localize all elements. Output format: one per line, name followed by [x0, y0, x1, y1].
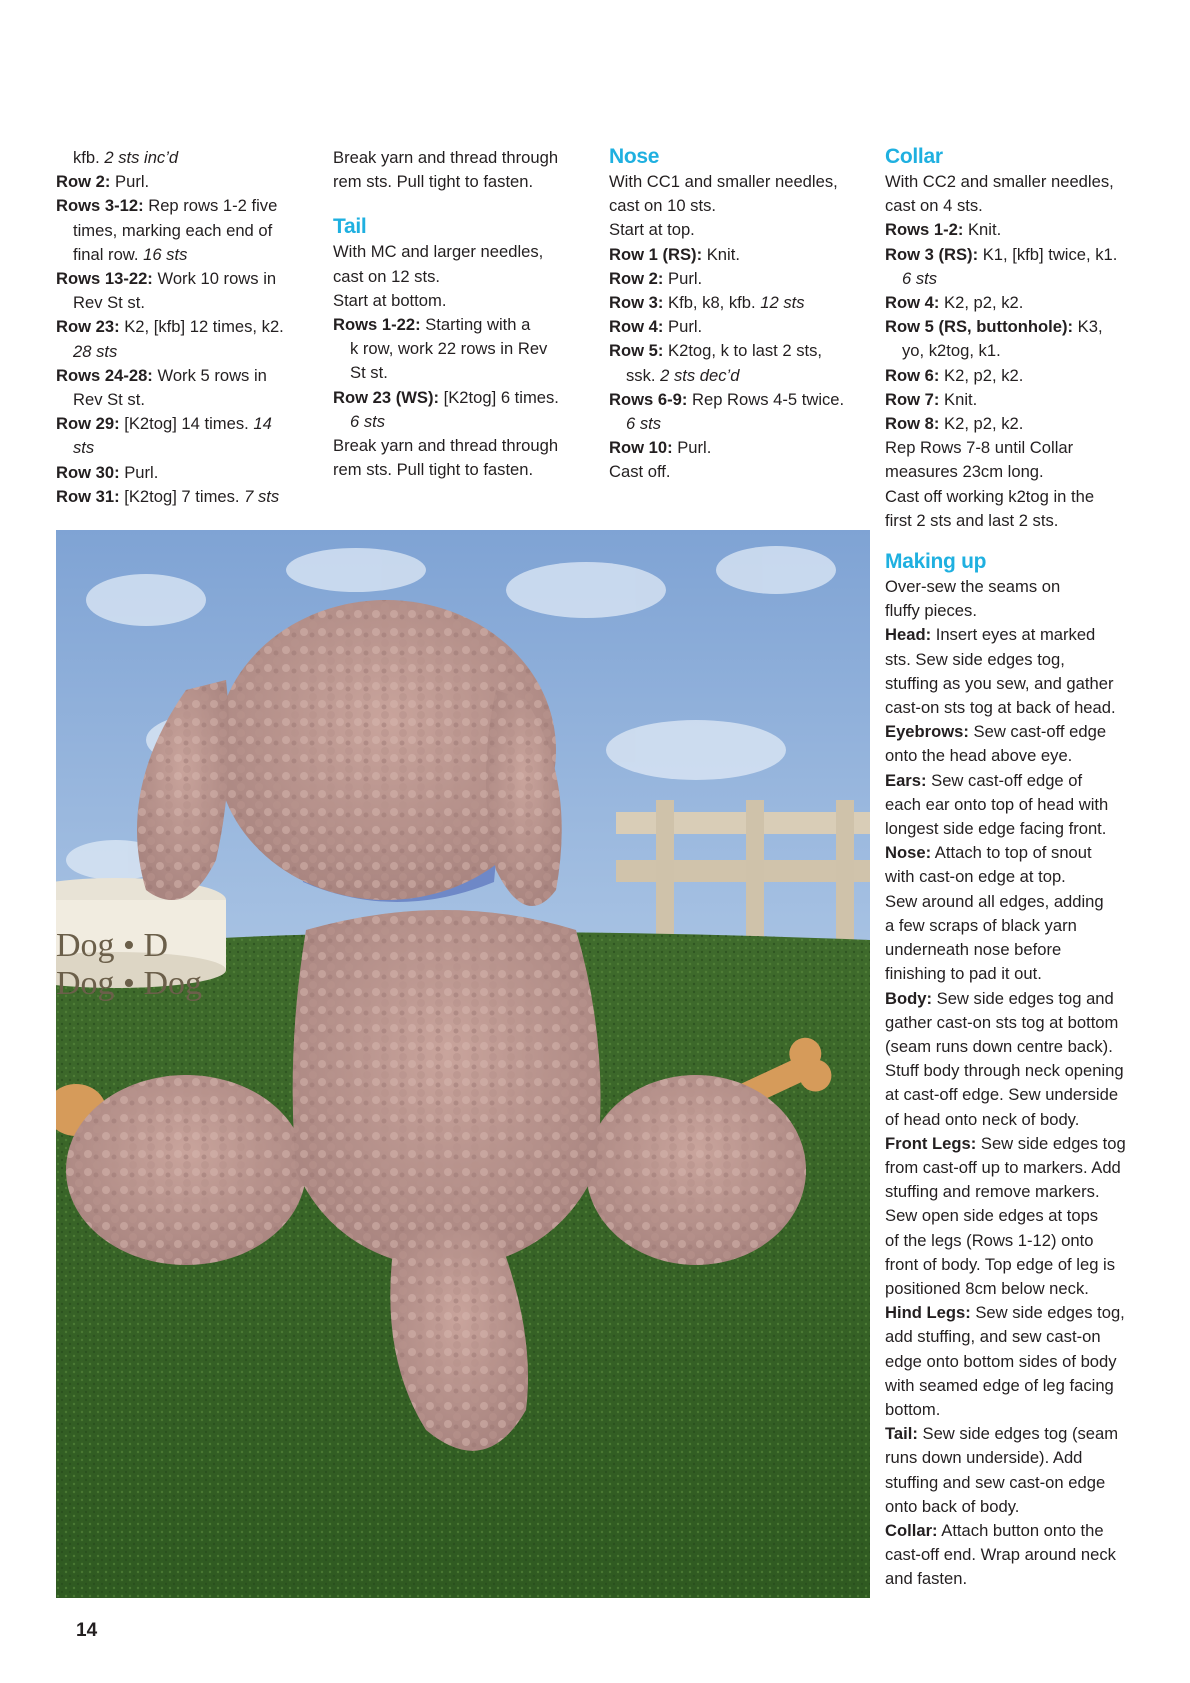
making-up-nose: Nose: Attach to top of snout — [885, 843, 1092, 863]
column-1 — [56, 146, 318, 509]
instruction-rows-6-9: Rows 6-9: Rep Rows 4-5 twice. — [609, 389, 845, 409]
instruction-line: yo, k2tog, k1. — [902, 341, 1001, 361]
instruction-line: times, marking each end of — [73, 220, 273, 240]
instruction-row-5: Row 5 (RS, buttonhole): K3, — [885, 317, 1103, 337]
making-up-heading: Making up — [885, 550, 987, 574]
instruction-line: final row. 16 sts — [73, 244, 188, 264]
instruction-rows-13-22: Rows 13-22: Work 10 rows in — [56, 269, 277, 289]
instruction-line: each ear onto top of head with — [885, 794, 1109, 814]
instruction-line: Rep Rows 7-8 until Collar — [885, 438, 1074, 458]
making-up-head: Head: Insert eyes at marked — [885, 625, 1096, 645]
instruction-row-3: Row 3: Kfb, k8, kfb. 12 sts — [609, 293, 805, 313]
instruction-line: measures 23cm long. — [885, 462, 1044, 482]
column-4 — [885, 146, 1147, 1592]
instruction-line: rem sts. Pull tight to fasten. — [333, 460, 534, 480]
instruction-row-7: Row 7: Knit. — [885, 389, 978, 409]
instruction-line: 28 sts — [73, 341, 118, 361]
instruction-rows-1-2: Rows 1-2: Knit. — [885, 220, 1002, 240]
instruction-rows-3-12: Rows 3-12: Rep rows 1-2 five — [56, 196, 278, 216]
making-up-body: Body: Sew side edges tog and — [885, 988, 1114, 1008]
instruction-line: onto back of body. — [885, 1496, 1020, 1516]
instruction-line: Break yarn and thread through — [333, 148, 559, 167]
instruction-line: With CC2 and smaller needles, — [885, 172, 1114, 191]
instruction-row-1: Row 1 (RS): Knit. — [609, 244, 740, 264]
column-3 — [609, 146, 871, 485]
instruction-line: bottom. — [885, 1399, 941, 1419]
instruction-row-2: Row 2: Purl. — [56, 172, 150, 192]
instruction-row-30: Row 30: Purl. — [56, 462, 159, 482]
instruction-line: front of body. Top edge of leg is — [885, 1254, 1116, 1274]
making-up-collar: Collar: Attach button onto the — [885, 1520, 1104, 1540]
instruction-line: cast-on sts tog at back of head. — [885, 698, 1116, 718]
instruction-line: Cast off. — [609, 462, 671, 482]
bowl-text: Dog • D — [56, 927, 169, 964]
instruction-line: Rev St st. — [73, 390, 145, 410]
instruction-line: ssk. 2 sts dec’d — [626, 365, 740, 385]
instruction-line: from cast-off up to markers. Add — [885, 1157, 1121, 1177]
instruction-row-23: Row 23 (WS): [K2tog] 6 times. — [333, 387, 559, 407]
instruction-row-2: Row 2: Purl. — [609, 268, 703, 288]
instruction-line: with cast-on edge at top. — [885, 867, 1066, 887]
instruction-line: 6 sts — [902, 268, 938, 288]
instruction-line: sts. Sew side edges tog, — [885, 649, 1065, 669]
dog-bowl — [56, 878, 226, 1002]
instruction-row-10: Row 10: Purl. — [609, 438, 712, 458]
instruction-line: With CC1 and smaller needles, — [609, 172, 838, 191]
instruction-line: rem sts. Pull tight to fasten. — [333, 172, 534, 192]
making-up-tail: Tail: Sew side edges tog (seam — [885, 1424, 1119, 1444]
instruction-row-29: Row 29: [K2tog] 14 times. 14 — [56, 414, 272, 434]
instruction-line: cast on 12 sts. — [333, 266, 440, 286]
instruction-line: Sew around all edges, adding — [885, 891, 1104, 911]
instruction-line: onto the head above eye. — [885, 746, 1073, 766]
knitted-dog-photo — [56, 530, 870, 1598]
instruction-line: Over-sew the seams on — [885, 577, 1061, 597]
instruction-row-31: Row 31: [K2tog] 7 times. 7 sts — [56, 486, 280, 506]
instruction-line: Break yarn and thread through — [333, 436, 559, 456]
instruction-line: of head onto neck of body. — [885, 1109, 1080, 1129]
instruction-line: gather cast-on sts tog at bottom — [885, 1012, 1119, 1032]
making-up-ears: Ears: Sew cast-off edge of — [885, 770, 1083, 790]
instruction-line: and fasten. — [885, 1569, 968, 1589]
instruction-line: Rev St st. — [73, 293, 145, 313]
instruction-line: stuffing as you sew, and gather — [885, 673, 1114, 693]
instruction-line: a few scraps of black yarn — [885, 915, 1077, 935]
instruction-line: sts — [73, 438, 95, 458]
instruction-line: cast on 10 sts. — [609, 196, 716, 216]
making-up-eyebrows: Eyebrows: Sew cast-off edge — [885, 722, 1107, 742]
instruction-line: St st. — [350, 363, 388, 383]
instruction-line: 6 sts — [350, 411, 386, 431]
tail-heading: Tail — [333, 215, 367, 239]
instruction-row-4: Row 4: Purl. — [609, 317, 703, 337]
instruction-line: of the legs (Rows 1-12) onto — [885, 1230, 1094, 1250]
instruction-row-6: Row 6: K2, p2, k2. — [885, 365, 1024, 385]
instruction-rows-24-28: Rows 24-28: Work 5 rows in — [56, 365, 267, 385]
instruction-line: cast on 4 sts. — [885, 196, 983, 216]
instruction-line: Start at top. — [609, 220, 695, 240]
instruction-line: finishing to pad it out. — [885, 964, 1042, 984]
instruction-line: add stuffing, and sew cast-on — [885, 1327, 1101, 1347]
instruction-line: Start at bottom. — [333, 290, 447, 310]
instruction-line: 6 sts — [626, 414, 662, 434]
instruction-row-4: Row 4: K2, p2, k2. — [885, 293, 1024, 313]
instruction-line: positioned 8cm below neck. — [885, 1278, 1089, 1298]
instruction-line: Stuff body through neck opening — [885, 1061, 1124, 1081]
instruction-line: runs down underside). Add — [885, 1448, 1083, 1468]
column-2 — [333, 146, 595, 482]
instruction-line: With MC and larger needles, — [333, 242, 544, 262]
nose-heading: Nose — [609, 145, 660, 168]
instruction-line: fluffy pieces. — [885, 601, 977, 621]
instruction-line: underneath nose before — [885, 940, 1062, 960]
making-up-hind-legs: Hind Legs: Sew side edges tog, — [885, 1303, 1125, 1323]
instruction-line: edge onto bottom sides of body — [885, 1351, 1117, 1371]
instruction-line: longest side edge facing front. — [885, 819, 1107, 839]
instruction-line: (seam runs down centre back). — [885, 1036, 1113, 1056]
instruction-line: at cast-off edge. Sew underside — [885, 1085, 1119, 1105]
instruction-line: stuffing and remove markers. — [885, 1182, 1100, 1202]
instruction-row-5: Row 5: K2tog, k to last 2 sts, — [609, 341, 823, 361]
instruction-rows-1-22: Rows 1-22: Starting with a — [333, 315, 531, 335]
page-number: 14 — [76, 1620, 98, 1641]
instruction-line: stuffing and sew cast-on edge — [885, 1472, 1106, 1492]
instruction-line: with seamed edge of leg facing — [885, 1375, 1114, 1395]
making-up-front-legs: Front Legs: Sew side edges tog — [885, 1133, 1126, 1153]
instruction-line: Cast off working k2tog in the — [885, 486, 1095, 506]
instruction-line: k row, work 22 rows in Rev — [350, 339, 548, 359]
bowl-text: Dog • Dog — [56, 965, 203, 1002]
instruction-line: first 2 sts and last 2 sts. — [885, 510, 1059, 530]
instruction-row-8: Row 8: K2, p2, k2. — [885, 414, 1024, 434]
instruction-line: Sew open side edges at tops — [885, 1206, 1099, 1226]
instruction-row-3: Row 3 (RS): K1, [kfb] twice, k1. — [885, 244, 1118, 264]
instruction-row-23: Row 23: K2, [kfb] 12 times, k2. — [56, 317, 284, 337]
instruction-line: kfb. 2 sts inc’d — [73, 148, 179, 167]
instruction-line: cast-off end. Wrap around neck — [885, 1545, 1116, 1565]
collar-heading: Collar — [885, 145, 943, 168]
